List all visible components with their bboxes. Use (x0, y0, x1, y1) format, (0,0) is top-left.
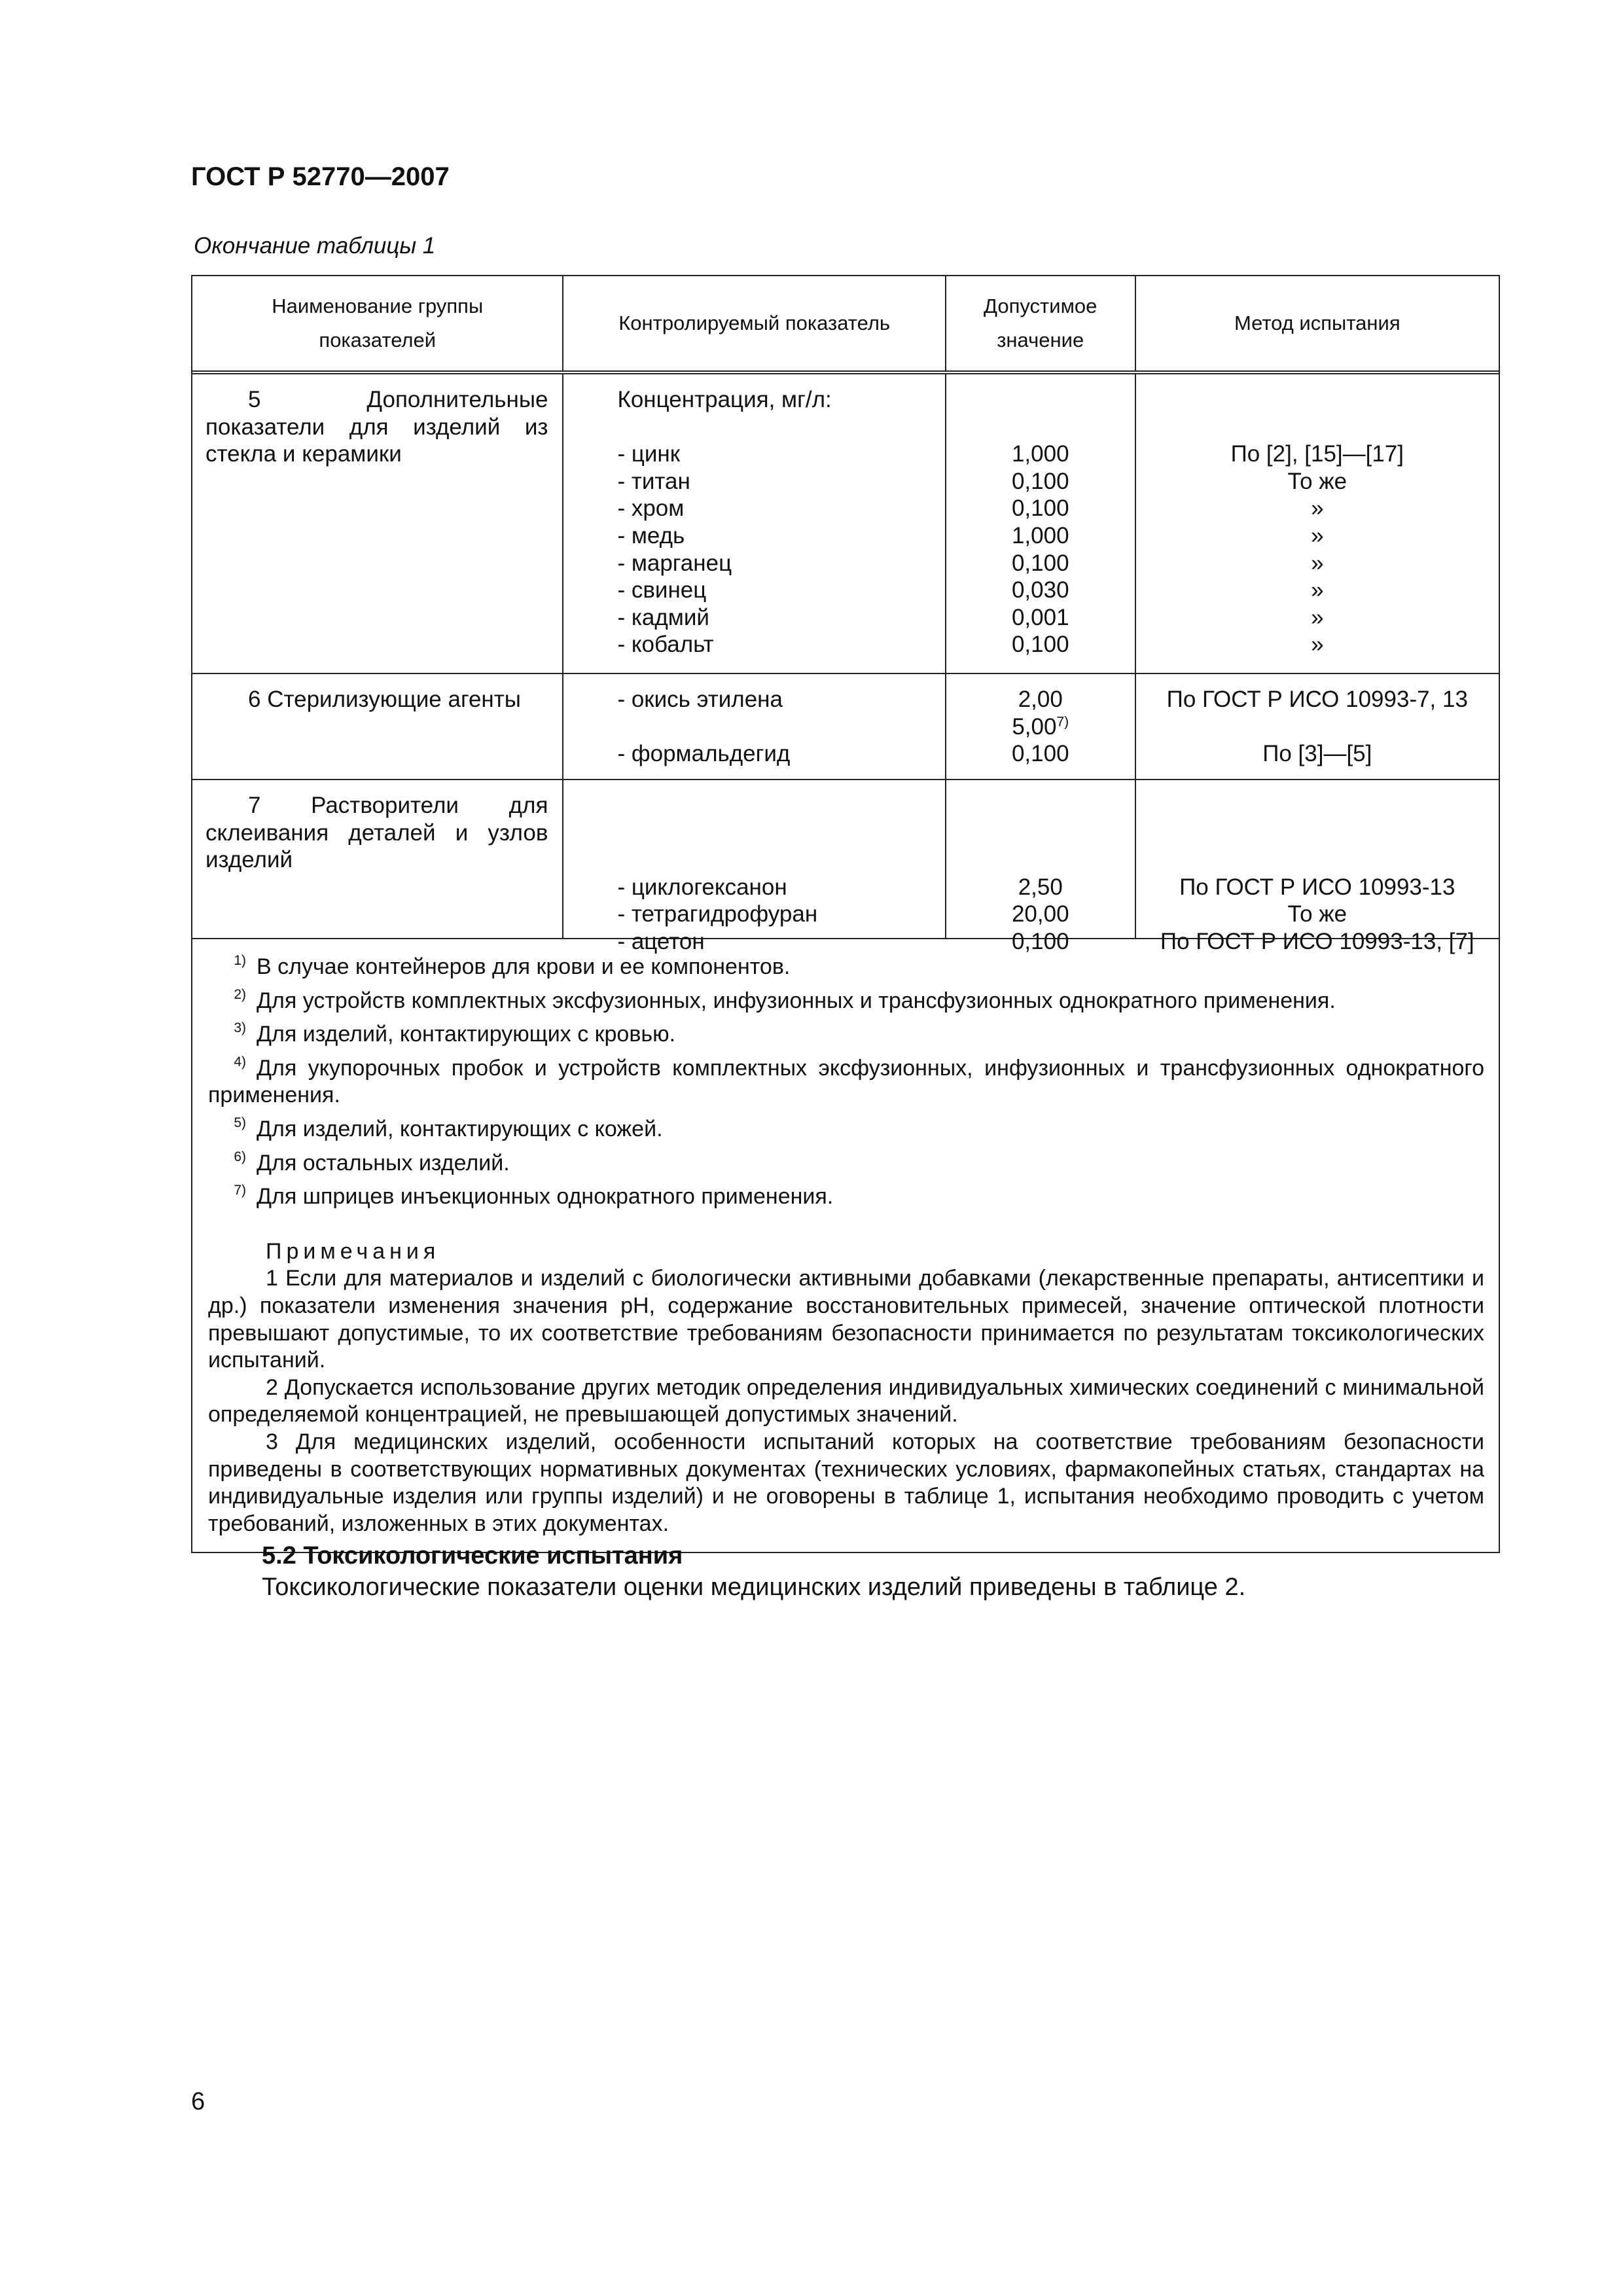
method-cell (1136, 674, 1499, 779)
group-cell: 6 Стерилизующие агенты (192, 674, 563, 779)
method-cell (1136, 374, 1499, 673)
footnote (208, 1014, 1484, 1049)
method-text: По ГОСТ Р ИСО 10993-13 (1179, 874, 1455, 900)
indicator-cell (563, 674, 946, 779)
allowed-value: 0,100 (1011, 550, 1069, 576)
header-group-name: Наименование группы показателей (192, 276, 563, 370)
method-cell (1136, 780, 1499, 954)
allowed-value: 1,000 (1011, 522, 1069, 548)
allowed-value: 0,100 (1011, 495, 1069, 522)
footnote-number: 1) (234, 953, 246, 968)
footnote (208, 1049, 1484, 1109)
footnote-number: 3) (234, 1020, 246, 1036)
page-number: 6 (191, 2088, 205, 2115)
value-cell (946, 674, 1136, 779)
allowed-value: 0,001 (1011, 604, 1069, 630)
allowed-value (946, 713, 1135, 741)
method-text: » (1311, 604, 1324, 630)
table-header-row (192, 276, 1499, 374)
indicator-name: - циклогексанон (617, 874, 787, 900)
table-row-6 (192, 674, 1499, 780)
group-cell: 5 Дополнительные показатели для изделий из стекла и керамики (192, 374, 563, 673)
section-title: 5.2 Токсикологические испытания (262, 1542, 683, 1570)
note-paragraph: 3 Для медицинских изделий, особенности испытаний которых на соответствие требованиям безопасности приведены в соответствующих нормативных документах (технических условиях, фармакопейных статьях, стандартах на индивидуальные изделия или группы изделий) и не оговорены в таблице 1, испытания необходимо проводить с учетом требований, изложенных в этих документах. (208, 1429, 1484, 1536)
footnote (208, 1109, 1484, 1143)
footnote-number: 2) (234, 986, 246, 1002)
value-cell (946, 780, 1136, 954)
method-text: » (1311, 632, 1324, 658)
indicator-cell (563, 780, 946, 954)
method-text: » (1311, 522, 1324, 548)
footnote-text: Для остальных изделий. (257, 1150, 510, 1175)
indicator-name: - кобальт (617, 632, 714, 658)
indicator-name: - окись этилена (617, 687, 783, 712)
indicator-name: - цинк (617, 441, 681, 467)
allowed-value: 0,030 (1011, 577, 1069, 603)
concentration-label: Концентрация, мг/л: (617, 387, 832, 412)
allowed-value-text: 5,00 (1012, 713, 1057, 740)
footnote-number: 5) (234, 1115, 246, 1130)
footnote (208, 1177, 1484, 1211)
indicator-name: - тетрагидрофуран (617, 901, 818, 927)
method-text: » (1311, 550, 1324, 576)
header-indicator: Контролируемый показатель (563, 276, 946, 370)
method-text: » (1311, 577, 1324, 603)
footnote-text: Для укупорочных пробок и устройств комплектных эксфузионных, инфузионных и трансфузионных однократного применения. (208, 1055, 1484, 1108)
footnote-text: Для устройств комплектных эксфузионных, инфузионных и трансфузионных однократного применения. (257, 988, 1336, 1013)
indicator-name: - марганец (617, 550, 732, 576)
allowed-value: 0,100 (1011, 468, 1069, 494)
indicator-name: - свинец (617, 577, 707, 603)
table-row-5 (192, 374, 1499, 674)
indicator-name: - формальдегид (617, 741, 791, 767)
indicator-name: - хром (617, 495, 685, 522)
footnote-number: 4) (234, 1054, 246, 1069)
footnote-text: Для шприцев инъекционных однократного применения. (257, 1184, 834, 1210)
table-caption: Окончание таблицы 1 (194, 233, 436, 259)
footnote-ref: 7) (1056, 713, 1069, 729)
allowed-value: 20,00 (1011, 901, 1069, 927)
allowed-value: 0,100 (1011, 632, 1069, 658)
notes-heading: Примечания (266, 1238, 440, 1264)
table-notes (192, 939, 1499, 1552)
footnote-text: В случае контейнеров для крови и ее компонентов. (257, 954, 791, 979)
section-text: Токсикологические показатели оценки медицинских изделий приведены в таблице 2. (262, 1573, 1246, 1601)
value-cell (946, 374, 1136, 673)
method-text: По ГОСТ Р ИСО 10993-13, [7] (1160, 928, 1474, 954)
footnote-text: Для изделий, контактирующих с кожей. (257, 1116, 663, 1141)
requirements-table (191, 275, 1500, 1553)
note-paragraph: 2 Допускается использование других методик определения индивидуальных химических соединений с минимальной определяемой концентрацией, не превышающей допустимых значений. (208, 1374, 1484, 1427)
header-test-method: Метод испытания (1234, 312, 1400, 334)
group-cell: 7 Растворители для склеивания деталей и узлов изделий (192, 780, 563, 938)
indicator-name: - титан (617, 468, 690, 494)
method-text: По [2], [15]—[17] (1230, 441, 1404, 467)
method-text: По ГОСТ Р ИСО 10993-7, 13 (1166, 687, 1468, 712)
footnote-number: 6) (234, 1149, 246, 1164)
table-row-7 (192, 780, 1499, 954)
indicator-cell (563, 374, 946, 673)
method-text: По [3]—[5] (1262, 741, 1372, 767)
method-text: » (1311, 495, 1324, 522)
allowed-value: 2,00 (1018, 687, 1063, 712)
document-header: ГОСТ Р 52770—2007 (191, 162, 450, 191)
allowed-value: 2,50 (1018, 874, 1063, 900)
indicator-name: - медь (617, 522, 685, 548)
indicator-name: - кадмий (617, 604, 709, 630)
header-allowed-value: Допустимое значение (946, 276, 1136, 370)
allowed-value: 0,100 (1011, 741, 1069, 767)
indicator-name: - ацетон (617, 928, 705, 954)
footnote-text: Для изделий, контактирующих с кровью. (257, 1022, 676, 1047)
footnote (208, 1143, 1484, 1177)
footnote-number: 7) (234, 1183, 246, 1198)
footnote (208, 981, 1484, 1015)
note-paragraph: 1 Если для материалов и изделий с биологически активными добавками (лекарственные препараты, антисептики и др.) показатели изменения значения pH, содержание восстановительных примесей, значение оптической плотности превышают допустимые, то их соответствие требованиям безопасности принимается по результатам токсикологических испытаний. (208, 1266, 1484, 1373)
method-text: То же (1287, 468, 1347, 494)
method-text: То же (1287, 901, 1347, 927)
allowed-value: 1,000 (1011, 441, 1069, 467)
allowed-value: 0,100 (1011, 928, 1069, 954)
